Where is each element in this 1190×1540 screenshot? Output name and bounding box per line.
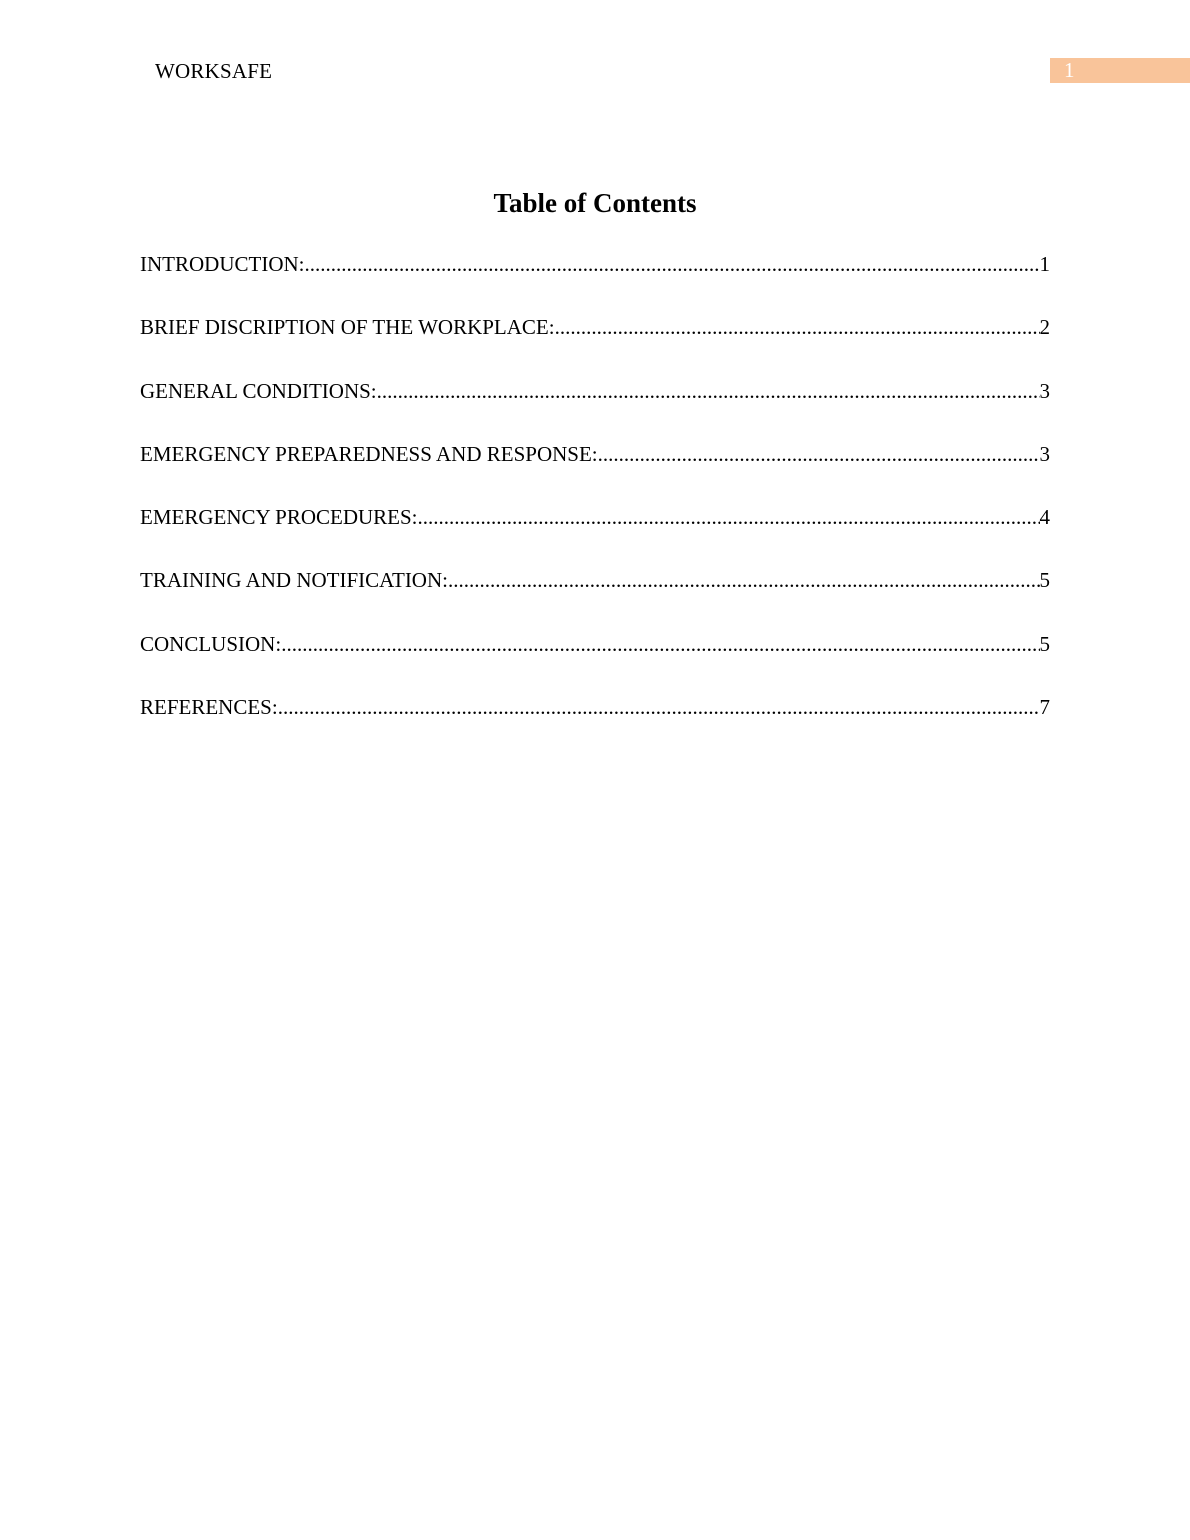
toc-entry-page: 3 [1039,378,1050,403]
toc-entry-emergency-procedures[interactable] [140,503,1050,566]
toc-entry-page: 1 [1039,252,1050,276]
toc-entry-label: CONCLUSION: [140,631,282,656]
toc-dot-leader [418,503,1040,531]
toc-entry-label: EMERGENCY PROCEDURES: [140,505,418,530]
toc-entry-training[interactable] [140,566,1050,629]
toc-heading: Table of Contents [493,188,697,218]
toc-dot-leader [377,377,1040,405]
toc-entry-page: 4 [1039,505,1050,530]
toc-entry-introduction[interactable] [140,250,1050,313]
toc-dot-leader [304,250,1039,278]
toc-dot-leader [598,440,1040,468]
toc-entry-page: 7 [1039,695,1050,720]
toc-entry-conclusion[interactable] [140,630,1050,693]
toc-dot-leader [278,693,1040,721]
toc-entry-general-conditions[interactable] [140,377,1050,440]
toc-entry-label: INTRODUCTION: [140,252,305,276]
toc-dot-leader [555,313,1040,341]
toc-entry-emergency-preparedness[interactable] [140,440,1050,503]
page-number: 1 [1064,58,1075,82]
toc-entry-label: BRIEF DISCRIPTION OF THE WORKPLACE: [140,315,555,340]
header-title: WORKSAFE [155,59,273,83]
toc-dot-leader [448,566,1040,594]
toc-entry-page: 5 [1039,631,1050,656]
toc-entry-label: EMERGENCY PREPAREDNESS AND RESPONSE: [140,441,598,466]
toc-list [140,250,1050,756]
toc-entry-page: 5 [1039,568,1050,593]
toc-entry-label: GENERAL CONDITIONS: [140,378,377,403]
toc-entry-references[interactable] [140,693,1050,756]
toc-entry-page: 2 [1039,315,1050,340]
toc-entry-workplace[interactable] [140,313,1050,376]
page-number-badge [1050,58,1190,83]
toc-dot-leader [281,630,1039,658]
toc-entry-label: REFERENCES: [140,695,278,720]
toc-entry-label: TRAINING AND NOTIFICATION: [140,568,448,593]
toc-entry-page: 3 [1039,441,1050,466]
